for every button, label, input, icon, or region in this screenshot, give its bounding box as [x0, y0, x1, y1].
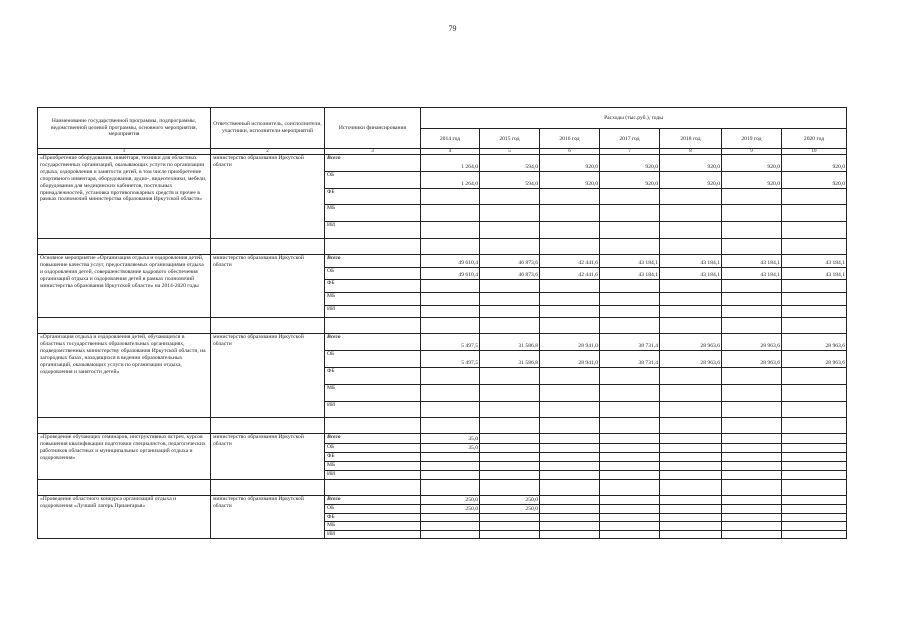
expense-value: 28 941,0: [540, 334, 600, 351]
expense-value: [540, 530, 600, 539]
expense-value: [660, 471, 722, 480]
funding-source: ИИ: [325, 530, 421, 539]
expense-value: [722, 368, 782, 385]
funding-source: МБ: [325, 461, 421, 470]
header-year-3: 2017 год: [600, 129, 660, 149]
separator-cell: [660, 318, 722, 334]
separator-cell: [600, 238, 660, 254]
expense-value: [600, 443, 660, 452]
expense-value: [480, 443, 540, 452]
expense-value: 28 963,6: [660, 351, 722, 368]
expense-value: 43 184,1: [660, 254, 722, 267]
funding-source: ИИ: [325, 471, 421, 480]
expense-value: [480, 401, 540, 418]
funding-source: ОБ: [325, 267, 421, 280]
expense-value: [540, 293, 600, 306]
expense-value: [722, 293, 782, 306]
expense-value: [660, 188, 722, 205]
expense-value: [480, 188, 540, 205]
funding-source: ИИ: [325, 305, 421, 318]
expense-value: 920,0: [660, 155, 722, 172]
expense-value: [421, 471, 480, 480]
funding-source: ФБ: [325, 188, 421, 205]
expense-value: [782, 384, 847, 401]
expense-value: [480, 368, 540, 385]
table-row: [38, 155, 847, 172]
expense-value: [660, 280, 722, 293]
column-number: 3: [325, 149, 421, 155]
separator-cell: [782, 238, 847, 254]
expense-value: [722, 513, 782, 522]
separator-cell: [38, 318, 211, 334]
funding-source: МБ: [325, 384, 421, 401]
expense-value: [782, 293, 847, 306]
expense-value: [600, 530, 660, 539]
separator-cell: [600, 480, 660, 496]
expense-value: [540, 384, 600, 401]
expense-value: [782, 434, 847, 443]
separator-cell: [540, 318, 600, 334]
expense-value: [540, 434, 600, 443]
activity-name: Основное мероприятие «Организация отдыха и оздоровления детей, повышение качества услуг, предоставляемых организациями отдыха и оздоровления детей, совершенствование кадрового обеспечения организаций отдыха и оздоровления детей в рамках полномочий министерства образования Иркутской области» на 2014-2020 годы: [38, 254, 211, 317]
expense-value: [540, 280, 600, 293]
responsible-executor: министерство образования Иркутской области: [211, 254, 325, 317]
expense-value: [722, 443, 782, 452]
separator-cell: [421, 480, 480, 496]
expense-value: 5 497,5: [421, 334, 480, 351]
separator-cell: [421, 418, 480, 434]
expense-value: 46 873,6: [480, 267, 540, 280]
expense-value: [660, 496, 722, 505]
expense-value: [540, 401, 600, 418]
expense-value: [722, 280, 782, 293]
expense-value: [480, 530, 540, 539]
activity-name: «Приобретение оборудования, инвентаря, техники для областных государственных организаций, оказывающих услуги по организации отдыха, оздоровления и занятости детей, в том числе приобретение спортивного инвентаря, оборудования, аудио-, видеотехники, мебели, оборудования для медицинских кабинетов, постельных принадлежностей, установка противопожарных средств и прочее в рамках полномочий министерства образования Иркутской области»: [38, 155, 211, 239]
expense-value: [600, 452, 660, 461]
responsible-executor: министерство образования Иркутской области: [211, 155, 325, 239]
expense-value: [421, 305, 480, 318]
expense-value: 920,0: [600, 171, 660, 188]
separator-cell: [782, 418, 847, 434]
expense-value: 43 184,1: [782, 267, 847, 280]
expense-value: [660, 461, 722, 470]
funding-source: ОБ: [325, 171, 421, 188]
expense-value: [782, 205, 847, 222]
expense-value: [600, 222, 660, 239]
expense-value: [782, 443, 847, 452]
expense-value: 43 184,1: [600, 267, 660, 280]
separator-cell: [480, 318, 540, 334]
separator-cell: [722, 480, 782, 496]
expense-value: [722, 471, 782, 480]
expense-value: [600, 496, 660, 505]
expense-value: [421, 522, 480, 531]
column-number: 6: [540, 149, 600, 155]
expense-value: [722, 205, 782, 222]
header-funding-sources: Источники финансирования: [325, 108, 421, 149]
expense-value: [660, 434, 722, 443]
expense-value: [600, 471, 660, 480]
expense-value: [540, 188, 600, 205]
separator-cell: [722, 238, 782, 254]
expense-value: [782, 530, 847, 539]
expense-value: [782, 461, 847, 470]
expense-value: 38 731,4: [600, 351, 660, 368]
header-year-5: 2019 год: [722, 129, 782, 149]
separator-cell: [325, 480, 421, 496]
expense-value: 920,0: [540, 155, 600, 172]
block-separator: [38, 238, 847, 254]
separator-cell: [38, 418, 211, 434]
funding-source: ИИ: [325, 222, 421, 239]
expense-value: [540, 504, 600, 513]
expense-value: [600, 504, 660, 513]
expense-value: [782, 522, 847, 531]
expense-value: [421, 222, 480, 239]
expense-value: 594,0: [480, 155, 540, 172]
expense-value: [660, 368, 722, 385]
expense-value: [722, 530, 782, 539]
expense-value: [782, 188, 847, 205]
expense-value: 49 610,4: [421, 267, 480, 280]
expense-value: [660, 504, 722, 513]
funding-source: ИИ: [325, 401, 421, 418]
separator-cell: [600, 418, 660, 434]
expense-value: [782, 471, 847, 480]
expense-value: [421, 205, 480, 222]
header-year-1: 2015 год: [480, 129, 540, 149]
expense-value: [722, 496, 782, 505]
block-separator: [38, 418, 847, 434]
header-year-0: 2014 год: [421, 129, 480, 149]
separator-cell: [325, 318, 421, 334]
expense-value: [540, 222, 600, 239]
header-year-2: 2016 год: [540, 129, 600, 149]
responsible-executor: министерство образования Иркутской области: [211, 434, 325, 480]
expense-value: [540, 522, 600, 531]
header-year-6: 2020 год: [782, 129, 847, 149]
separator-cell: [540, 480, 600, 496]
separator-cell: [782, 318, 847, 334]
expense-value: [782, 504, 847, 513]
responsible-executor: министерство образования Иркутской области: [211, 496, 325, 539]
expense-value: [660, 384, 722, 401]
expense-value: [722, 452, 782, 461]
table-row: [38, 334, 847, 351]
column-number: 2: [211, 149, 325, 155]
expense-value: 250,0: [421, 496, 480, 505]
expense-value: [600, 368, 660, 385]
expense-value: [660, 443, 722, 452]
expense-value: 594,0: [480, 171, 540, 188]
funding-source: ОБ: [325, 443, 421, 452]
expense-value: [540, 368, 600, 385]
expense-value: 43 184,1: [600, 254, 660, 267]
expense-value: 920,0: [660, 171, 722, 188]
expense-value: [722, 222, 782, 239]
expense-value: [540, 461, 600, 470]
expense-value: [540, 471, 600, 480]
expense-value: 28 963,6: [660, 334, 722, 351]
expense-value: [421, 293, 480, 306]
expense-value: 920,0: [722, 171, 782, 188]
column-number: 7: [600, 149, 660, 155]
separator-cell: [600, 318, 660, 334]
column-number: 10: [782, 149, 847, 155]
funding-source: ОБ: [325, 351, 421, 368]
block-separator: [38, 480, 847, 496]
expense-value: [722, 401, 782, 418]
expense-value: 42 441,6: [540, 267, 600, 280]
column-number: 1: [38, 149, 211, 155]
expense-value: [540, 205, 600, 222]
expense-value: [421, 530, 480, 539]
expense-value: [421, 384, 480, 401]
expense-value: [480, 522, 540, 531]
expense-value: 1 264,0: [421, 155, 480, 172]
expense-value: [782, 513, 847, 522]
expense-value: 1 264,0: [421, 171, 480, 188]
expense-value: 28 963,6: [722, 351, 782, 368]
separator-cell: [722, 318, 782, 334]
expense-value: [600, 434, 660, 443]
table-row: [38, 254, 847, 267]
expense-value: [421, 513, 480, 522]
expense-value: [660, 513, 722, 522]
expense-value: [421, 461, 480, 470]
expense-value: [540, 305, 600, 318]
expense-value: [600, 305, 660, 318]
expense-value: 28 963,6: [782, 334, 847, 351]
separator-cell: [480, 480, 540, 496]
expense-value: [480, 384, 540, 401]
expense-value: [660, 222, 722, 239]
activity-name: «Проведение областного конкурса организаций отдыха и оздоровления «Лучший лагерь Приангарья»: [38, 496, 211, 539]
expense-value: [782, 368, 847, 385]
page-number: 79: [448, 24, 457, 33]
expense-value: [480, 305, 540, 318]
expense-value: [660, 452, 722, 461]
expense-value: [660, 530, 722, 539]
funding-source: Всего: [325, 334, 421, 351]
expense-value: 43 184,1: [722, 254, 782, 267]
funding-source: МБ: [325, 522, 421, 531]
expense-value: [600, 188, 660, 205]
expense-value: [480, 205, 540, 222]
expense-value: [782, 280, 847, 293]
expense-value: 31 586,8: [480, 334, 540, 351]
header-responsible: Ответственный исполнитель, соисполнители, участники, исполнители мероприятий: [211, 108, 325, 149]
table-row: [38, 496, 847, 505]
expense-value: [600, 401, 660, 418]
expense-value: 920,0: [782, 171, 847, 188]
expense-value: 920,0: [722, 155, 782, 172]
expense-value: [600, 384, 660, 401]
expense-value: [421, 401, 480, 418]
separator-cell: [722, 418, 782, 434]
expense-value: 43 184,1: [660, 267, 722, 280]
expense-value: [660, 305, 722, 318]
expense-value: 49 610,4: [421, 254, 480, 267]
column-number: 9: [722, 149, 782, 155]
expense-value: [480, 471, 540, 480]
expense-value: [540, 452, 600, 461]
separator-cell: [38, 238, 211, 254]
table-row: [38, 434, 847, 443]
expenses-table: [37, 107, 847, 539]
expense-value: [600, 293, 660, 306]
block-separator: [38, 318, 847, 334]
expense-value: [660, 205, 722, 222]
expense-value: 920,0: [540, 171, 600, 188]
funding-source: МБ: [325, 293, 421, 306]
expense-value: [480, 461, 540, 470]
funding-source: Всего: [325, 155, 421, 172]
expense-value: [480, 452, 540, 461]
expense-value: 43 184,1: [782, 254, 847, 267]
responsible-executor: министерство образования Иркутской области: [211, 334, 325, 418]
separator-cell: [540, 238, 600, 254]
expense-value: [660, 401, 722, 418]
separator-cell: [480, 418, 540, 434]
separator-cell: [660, 418, 722, 434]
expense-value: [722, 188, 782, 205]
separator-cell: [480, 238, 540, 254]
expense-value: [480, 513, 540, 522]
funding-source: Всего: [325, 496, 421, 505]
separator-cell: [38, 480, 211, 496]
funding-source: ФБ: [325, 368, 421, 385]
expense-value: [600, 522, 660, 531]
expense-value: 43 184,1: [722, 267, 782, 280]
separator-cell: [211, 238, 325, 254]
separator-cell: [782, 480, 847, 496]
funding-source: ФБ: [325, 280, 421, 293]
expense-value: [600, 280, 660, 293]
expense-value: [421, 452, 480, 461]
expense-value: 28 941,0: [540, 351, 600, 368]
expense-value: 920,0: [600, 155, 660, 172]
expense-value: [660, 293, 722, 306]
activity-name: «Организация отдыха и оздоровления детей, обучающихся в областных государственных образовательных организациях, подведомственных министерству образования Иркутской области, на загородных базах, находящихся в ведении образовательных организаций, оказывающих услуги по организации отдыха, оздоровления и занятости детей»: [38, 334, 211, 418]
expense-value: [540, 513, 600, 522]
expense-value: 250,0: [480, 504, 540, 513]
expense-value: [600, 461, 660, 470]
expense-value: [480, 222, 540, 239]
expense-value: [722, 434, 782, 443]
expense-value: [722, 305, 782, 318]
expense-value: 920,0: [782, 155, 847, 172]
header-expenses: Расходы (тыс.руб.), годы: [421, 108, 847, 129]
column-number: 8: [660, 149, 722, 155]
expense-value: 5 497,5: [421, 351, 480, 368]
expense-value: [480, 434, 540, 443]
expense-value: [782, 401, 847, 418]
expense-value: [480, 293, 540, 306]
expense-value: 28 963,6: [782, 351, 847, 368]
funding-source: ФБ: [325, 513, 421, 522]
expense-value: [421, 280, 480, 293]
expense-value: [722, 522, 782, 531]
expense-value: [722, 461, 782, 470]
expense-value: 42 441,6: [540, 254, 600, 267]
expense-value: [660, 522, 722, 531]
activity-name: «Проведение обучающих семинаров, инструктивных встреч, курсов повышения квалификации подготовки специалистов, педагогических работников областных и муниципальных организаций отдыха и оздоровления»: [38, 434, 211, 480]
header-year-4: 2018 год: [660, 129, 722, 149]
separator-cell: [325, 238, 421, 254]
funding-source: Всего: [325, 434, 421, 443]
expense-value: [600, 205, 660, 222]
expense-value: [421, 368, 480, 385]
separator-cell: [211, 418, 325, 434]
separator-cell: [660, 480, 722, 496]
separator-cell: [421, 238, 480, 254]
expense-value: [540, 496, 600, 505]
expense-value: [600, 513, 660, 522]
separator-cell: [540, 418, 600, 434]
expense-value: 31 586,8: [480, 351, 540, 368]
separator-cell: [421, 318, 480, 334]
expense-value: 28 963,6: [722, 334, 782, 351]
header-program-name: Наименование государственной программы, подпрограммы, ведомственной целевой программы, основного мероприятия, мероприятия: [38, 108, 211, 149]
expense-value: 250,0: [421, 504, 480, 513]
expense-value: 250,0: [480, 496, 540, 505]
expense-value: [782, 305, 847, 318]
expense-value: [421, 188, 480, 205]
expense-value: [782, 452, 847, 461]
separator-cell: [211, 480, 325, 496]
expense-value: [480, 280, 540, 293]
expense-value: [782, 496, 847, 505]
separator-cell: [660, 238, 722, 254]
expense-value: 35,0: [421, 443, 480, 452]
column-number: 5: [480, 149, 540, 155]
expense-value: 38 731,4: [600, 334, 660, 351]
column-number: 4: [421, 149, 480, 155]
expense-value: [540, 443, 600, 452]
funding-source: Всего: [325, 254, 421, 267]
funding-source: МБ: [325, 205, 421, 222]
expense-value: [722, 504, 782, 513]
funding-source: ОБ: [325, 504, 421, 513]
expense-value: [722, 384, 782, 401]
expense-value: 46 873,6: [480, 254, 540, 267]
funding-source: ФБ: [325, 452, 421, 461]
separator-cell: [325, 418, 421, 434]
expense-value: [782, 222, 847, 239]
expense-value: 35,0: [421, 434, 480, 443]
separator-cell: [211, 318, 325, 334]
